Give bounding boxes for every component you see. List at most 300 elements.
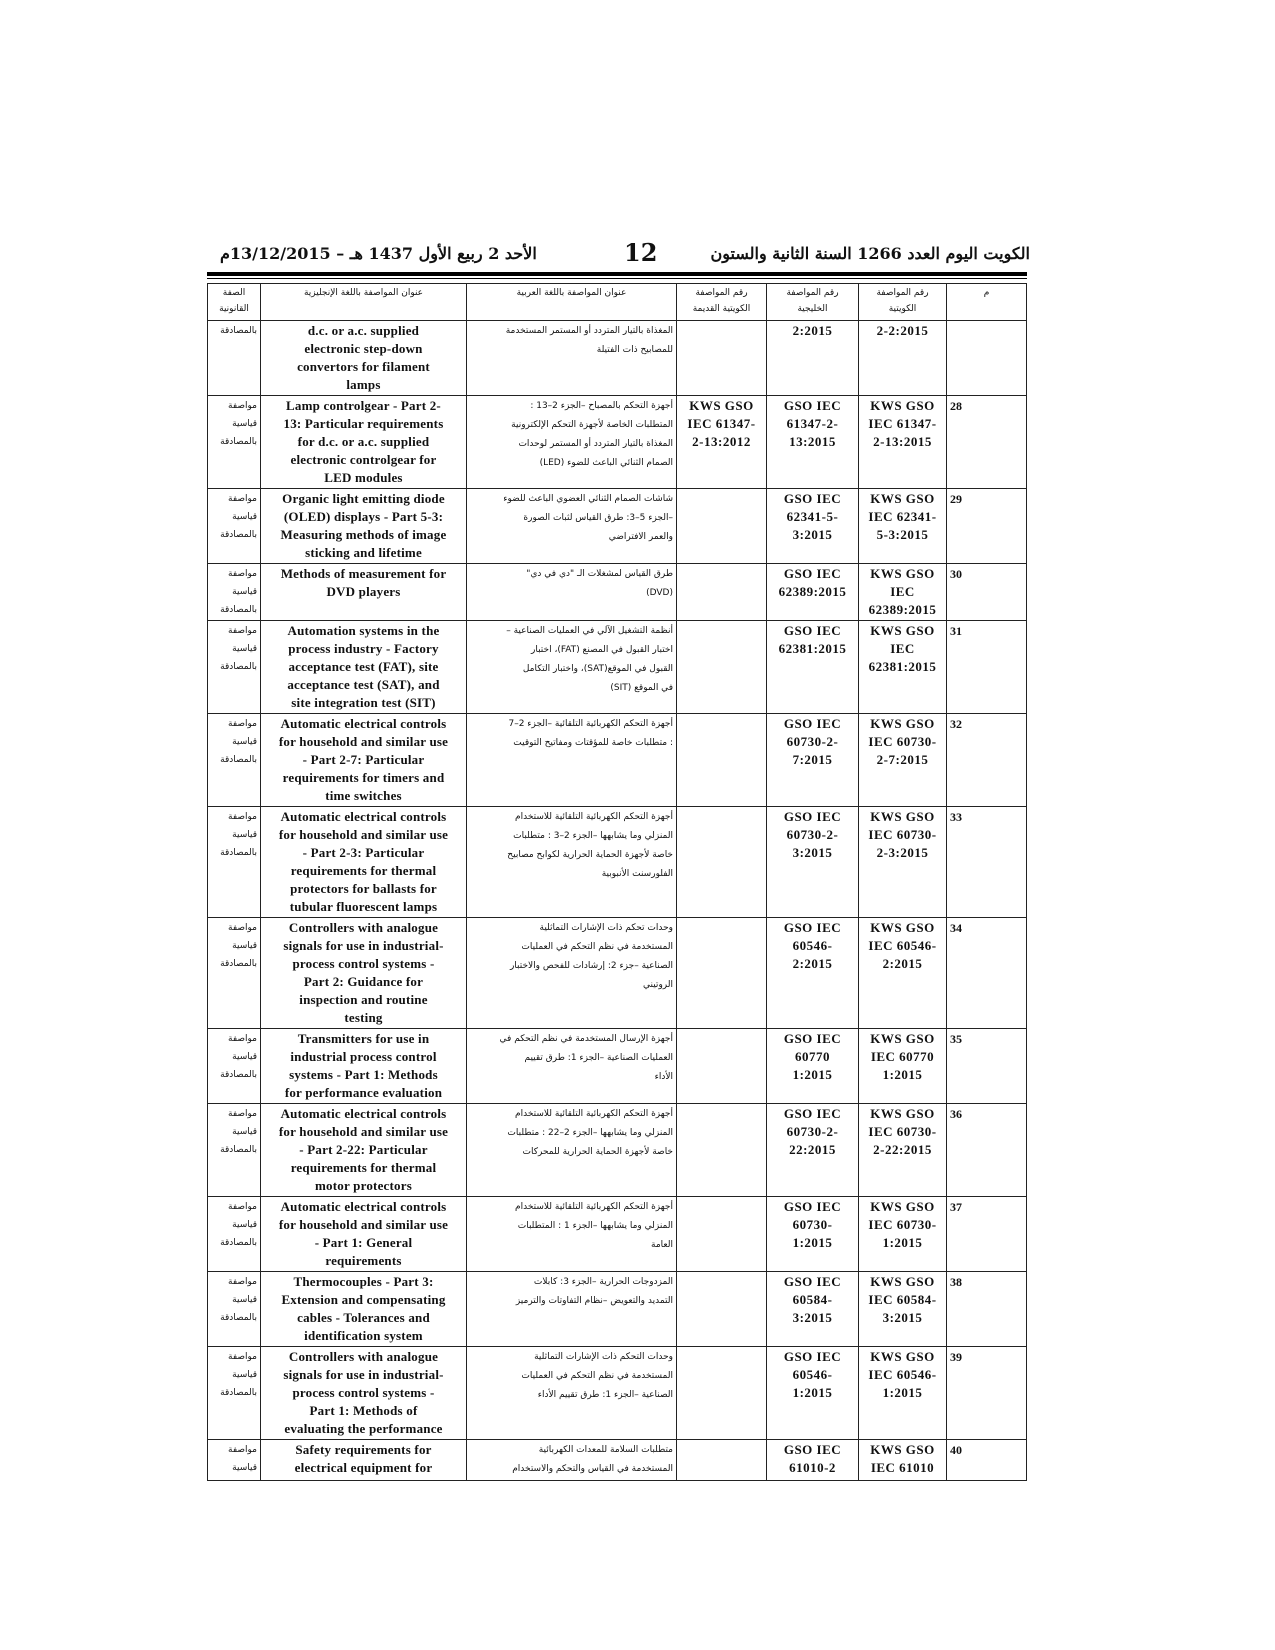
kws-number-cell: [859, 396, 947, 489]
serial-cell: 29: [947, 489, 1027, 564]
legal-status-cell: [208, 396, 261, 489]
cell-line: بالمصادقة: [220, 662, 257, 672]
cell-line: 62389:2015: [778, 584, 847, 599]
cell-line: 3:2015: [792, 527, 833, 542]
cell-line: 60730-2-: [786, 827, 839, 842]
legal-status-cell: [208, 1272, 261, 1347]
cell-line: قياسية: [232, 587, 257, 597]
old-kws-number-cell: [677, 1197, 767, 1272]
cell-line: 1:2015: [792, 1235, 833, 1250]
cell-line: process control systems -: [292, 956, 435, 971]
cell-line: 2-2:2015: [876, 323, 929, 338]
cell-line: acceptance test (FAT), site: [288, 659, 439, 674]
gulf-number-cell: [767, 564, 859, 621]
cell-line: KWS GSO: [870, 1442, 935, 1457]
cell-line: requirements: [325, 1253, 402, 1268]
old-kws-number-cell: [677, 621, 767, 714]
cell-line: KWS GSO: [870, 1199, 935, 1214]
old-kws-number-cell: [677, 1029, 767, 1104]
cell-line: 2-22:2015: [873, 1142, 932, 1157]
cell-line: Organic light emitting diode: [282, 491, 445, 506]
kws-number-cell: [859, 1347, 947, 1440]
kws-number-cell: [859, 621, 947, 714]
header-rule-thick: [207, 272, 1027, 276]
cell-line: evaluating the performance: [284, 1421, 443, 1436]
kws-number-cell: [859, 1104, 947, 1197]
english-title-cell: [261, 1347, 467, 1440]
cell-line: أجهزة التحكم الكهربائية التلقائية للاستخدام: [515, 1109, 673, 1119]
cell-line: مواصفة: [228, 1109, 257, 1119]
cell-line: قياسية: [232, 419, 257, 429]
cell-line: قياسية: [232, 1463, 257, 1473]
cell-line: بالمصادقة: [220, 530, 257, 540]
old-kws-number-cell: [677, 489, 767, 564]
header-issue: الكويت اليوم العدد 1266 السنة الثانية والستون: [710, 244, 1030, 263]
cell-line: بالمصادقة: [220, 1070, 257, 1080]
cell-line: أجهزة التحكم بالمصباح –الجزء 2–13 :: [530, 401, 673, 411]
table-row: [208, 489, 1027, 564]
gulf-number-cell: [767, 1197, 859, 1272]
cell-line: Extension and compensating: [281, 1292, 446, 1307]
gulf-number-cell: [767, 1347, 859, 1440]
kws-number-cell: [859, 564, 947, 621]
cell-line: 60546-: [792, 938, 833, 953]
cell-line: - Part 2-7: Particular: [302, 752, 425, 767]
cell-line: IEC 60730-: [868, 827, 937, 842]
serial-cell: 31: [947, 621, 1027, 714]
cell-line: مواصفة: [228, 1034, 257, 1044]
legal-status-cell: [208, 918, 261, 1029]
cell-line: KWS GSO: [870, 809, 935, 824]
cell-line: الأداء: [654, 1072, 673, 1082]
cell-line: d.c. or a.c. supplied: [307, 323, 420, 338]
arabic-title-cell: [467, 396, 677, 489]
cell-line: electrical equipment for: [294, 1460, 433, 1475]
cell-line: industrial process control: [290, 1049, 437, 1064]
cell-line: المستخدمة في نظم التحكم في العمليات: [521, 942, 673, 952]
cell-line: المتطلبات الخاصة لأجهزة التحكم الإلكترونية: [511, 420, 673, 430]
cell-line: site integration test (SIT): [291, 695, 436, 710]
cell-line: GSO IEC: [783, 1274, 842, 1289]
gulf-number-cell: [767, 1440, 859, 1481]
cell-line: KWS GSO: [689, 398, 754, 413]
arabic-title-cell: [467, 321, 677, 396]
old-kws-number-cell: [677, 321, 767, 396]
gulf-number-cell: [767, 714, 859, 807]
table-row: [208, 1440, 1027, 1481]
cell-line: مواصفة: [228, 1352, 257, 1362]
english-title-cell: [261, 1440, 467, 1481]
english-title-cell: [261, 714, 467, 807]
english-title-cell: [261, 1272, 467, 1347]
cell-line: الصناعية –الجزء 1: طرق تقييم الأداء: [537, 1390, 673, 1400]
serial-cell: 28: [947, 396, 1027, 489]
cell-line: 2:2015: [792, 323, 833, 338]
cell-line: GSO IEC: [783, 1442, 842, 1457]
cell-line: sticking and lifetime: [305, 545, 422, 560]
cell-line: قياسية: [232, 1127, 257, 1137]
cell-line: IEC 60546-: [868, 1367, 937, 1382]
cell-line: 60730-: [792, 1217, 833, 1232]
legal-status-cell: [208, 489, 261, 564]
cell-line: IEC 61010: [870, 1460, 935, 1475]
cell-line: KWS GSO: [870, 920, 935, 935]
col-legal-status: الصفة القانونية: [208, 284, 261, 321]
cell-line: بالمصادقة: [220, 605, 257, 615]
cell-line: GSO IEC: [783, 566, 842, 581]
cell-line: أجهزة التحكم الكهربائية التلقائية –الجزء 2–7: [508, 719, 673, 729]
cell-line: for household and similar use: [278, 1124, 449, 1139]
cell-line: KWS GSO: [870, 566, 935, 581]
cell-line: 3:2015: [792, 845, 833, 860]
cell-line: مواصفة: [228, 1277, 257, 1287]
cell-line: القبول في الموقع(SAT)، واختبار التكامل: [522, 664, 673, 674]
table-row: [208, 1347, 1027, 1440]
arabic-title-cell: [467, 918, 677, 1029]
cell-line: IEC 61347-: [868, 416, 937, 431]
cell-line: GSO IEC: [783, 1106, 842, 1121]
cell-line: بالمصادقة: [220, 1238, 257, 1248]
cell-line: Automation systems in the: [287, 623, 440, 638]
cell-line: بالمصادقة: [220, 1313, 257, 1323]
cell-line: 62389:2015: [868, 602, 937, 617]
english-title-cell: [261, 489, 467, 564]
kws-number-cell: [859, 918, 947, 1029]
cell-line: أنظمة التشغيل الآلي في العمليات الصناعية –: [506, 626, 673, 636]
cell-line: - Part 1: General: [314, 1235, 413, 1250]
serial-cell: 38: [947, 1272, 1027, 1347]
cell-line: قياسية: [232, 1220, 257, 1230]
arabic-title-cell: [467, 1347, 677, 1440]
cell-line: Automatic electrical controls: [280, 809, 447, 824]
cell-line: cables - Tolerances and: [297, 1310, 430, 1325]
cell-line: قياسية: [232, 737, 257, 747]
arabic-title-cell: [467, 489, 677, 564]
cell-line: Thermocouples - Part 3:: [293, 1274, 434, 1289]
cell-line: أجهزة التحكم الكهربائية التلقائية للاستخدام: [515, 1202, 673, 1212]
cell-line: LED modules: [324, 470, 403, 485]
cell-line: Part 1: Methods of: [309, 1403, 418, 1418]
cell-line: protectors for ballasts for: [290, 881, 437, 896]
cell-line: (OLED) displays - Part 5-3:: [283, 509, 444, 524]
cell-line: - Part 2-22: Particular: [299, 1142, 428, 1157]
cell-line: 1:2015: [792, 1385, 833, 1400]
cell-line: اختبار القبول في المصنع (FAT)، اختبار: [531, 645, 673, 655]
cell-line: Automatic electrical controls: [280, 716, 447, 731]
table-row: [208, 396, 1027, 489]
cell-line: 1:2015: [882, 1067, 923, 1082]
english-title-cell: [261, 807, 467, 918]
arabic-title-cell: [467, 1440, 677, 1481]
cell-line: 3:2015: [792, 1310, 833, 1325]
table-row: [208, 564, 1027, 621]
cell-line: testing: [344, 1010, 383, 1025]
cell-line: المستخدمة في نظم التحكم في العمليات: [521, 1371, 673, 1381]
cell-line: 2-13:2015: [873, 434, 932, 449]
kws-number-cell: [859, 1029, 947, 1104]
cell-line: for d.c. or a.c. supplied: [297, 434, 430, 449]
serial-cell: 34: [947, 918, 1027, 1029]
cell-line: 62381:2015: [868, 659, 937, 674]
cell-line: electronic step-down: [304, 341, 423, 356]
cell-line: convertors for filament: [297, 359, 430, 374]
cell-line: التمديد والتعويض –نظام التفاوتات والترميز: [515, 1296, 673, 1306]
cell-line: for performance evaluation: [284, 1085, 443, 1100]
cell-line: systems - Part 1: Methods: [289, 1067, 438, 1082]
cell-line: أجهزة التحكم الكهربائية التلقائية للاستخدام: [515, 812, 673, 822]
cell-line: المستخدمة في القياس والتحكم والاستخدام: [512, 1464, 673, 1474]
legal-status-cell: [208, 807, 261, 918]
col-kws: رقم المواصفة الكويتية: [859, 284, 947, 321]
serial-cell: 33: [947, 807, 1027, 918]
cell-line: (DVD): [646, 588, 673, 598]
cell-line: KWS GSO: [870, 623, 935, 638]
kws-number-cell: [859, 489, 947, 564]
old-kws-number-cell: [677, 564, 767, 621]
cell-line: مواصفة: [228, 812, 257, 822]
header-rule-thin: [207, 278, 1027, 279]
cell-line: - Part 2-3: Particular: [302, 845, 425, 860]
table-row: [208, 1197, 1027, 1272]
cell-line: Transmitters for use in: [297, 1031, 430, 1046]
cell-line: electronic controlgear for: [290, 452, 437, 467]
cell-line: 2-3:2015: [876, 845, 929, 860]
cell-line: KWS GSO: [870, 491, 935, 506]
old-kws-number-cell: [677, 918, 767, 1029]
cell-line: Safety requirements for: [295, 1442, 432, 1457]
cell-line: process industry - Factory: [288, 641, 439, 656]
english-title-cell: [261, 396, 467, 489]
cell-line: مواصفة: [228, 626, 257, 636]
cell-line: 1:2015: [882, 1235, 923, 1250]
cell-line: GSO IEC: [783, 398, 842, 413]
serial-cell: 30: [947, 564, 1027, 621]
cell-line: Controllers with analogue: [288, 1349, 439, 1364]
cell-line: requirements for thermal: [290, 863, 437, 878]
arabic-title-cell: [467, 714, 677, 807]
cell-line: المغذاة بالتيار المتردد أو المستمر لوحدات: [518, 439, 673, 449]
cell-line: GSO IEC: [783, 1031, 842, 1046]
cell-line: وحدات تحكم ذات الإشارات التماثلية: [539, 923, 673, 933]
table-row: [208, 621, 1027, 714]
page-header: [204, 240, 1030, 268]
cell-line: for household and similar use: [278, 1217, 449, 1232]
cell-line: DVD players: [326, 584, 401, 599]
legal-status-cell: [208, 1104, 261, 1197]
cell-line: 1:2015: [792, 1067, 833, 1082]
kws-number-cell: [859, 1197, 947, 1272]
legal-status-cell: [208, 321, 261, 396]
serial-cell: [947, 321, 1027, 396]
gulf-number-cell: [767, 1104, 859, 1197]
cell-line: خاصة لأجهزة الحماية الحرارية لكوابح مصابيح: [507, 850, 673, 860]
legal-status-cell: [208, 1197, 261, 1272]
cell-line: 60730-2-: [786, 734, 839, 749]
old-kws-number-cell: [677, 1347, 767, 1440]
cell-line: 13: Particular requirements: [283, 416, 444, 431]
cell-line: 60546-: [792, 1367, 833, 1382]
gulf-number-cell: [767, 489, 859, 564]
cell-line: 2-13:2012: [692, 434, 751, 449]
cell-line: قياسية: [232, 1295, 257, 1305]
cell-line: requirements for thermal: [290, 1160, 437, 1175]
arabic-title-cell: [467, 807, 677, 918]
kws-number-cell: [859, 807, 947, 918]
cell-line: 3:2015: [882, 1310, 923, 1325]
cell-line: مواصفة: [228, 569, 257, 579]
arabic-title-cell: [467, 621, 677, 714]
cell-line: والعمر الافتراضي: [608, 532, 673, 542]
cell-line: for household and similar use: [278, 827, 449, 842]
cell-line: قياسية: [232, 1052, 257, 1062]
cell-line: GSO IEC: [783, 623, 842, 638]
gulf-number-cell: [767, 918, 859, 1029]
cell-line: بالمصادقة: [220, 1388, 257, 1398]
cell-line: المنزلي وما يشابهها –الجزء 2–22 : متطلبات: [507, 1128, 673, 1138]
cell-line: قياسية: [232, 512, 257, 522]
col-serial: م: [947, 284, 1027, 321]
old-kws-number-cell: [677, 1440, 767, 1481]
cell-line: for household and similar use: [278, 734, 449, 749]
gulf-number-cell: [767, 1272, 859, 1347]
table-row: [208, 1029, 1027, 1104]
legal-status-cell: [208, 714, 261, 807]
header-date: الأحد 2 ربيع الأول 1437 هـ – 13/12/2015م: [220, 244, 537, 263]
cell-line: قياسية: [232, 1370, 257, 1380]
col-old-kws: رقم المواصفة الكويتية القديمة: [677, 284, 767, 321]
table-row: [208, 807, 1027, 918]
old-kws-number-cell: [677, 807, 767, 918]
arabic-title-cell: [467, 1029, 677, 1104]
cell-line: process control systems -: [292, 1385, 435, 1400]
table-row: [208, 1272, 1027, 1347]
serial-cell: 32: [947, 714, 1027, 807]
kws-number-cell: [859, 1272, 947, 1347]
serial-cell: 36: [947, 1104, 1027, 1197]
cell-line: 13:2015: [789, 434, 836, 449]
cell-line: Controllers with analogue: [288, 920, 439, 935]
cell-line: للمصابيح ذات الفتيلة: [596, 345, 673, 355]
cell-line: KWS GSO: [870, 398, 935, 413]
cell-line: طرق القياس لمشغلات الـ "دي في دي": [526, 569, 673, 579]
cell-line: العمليات الصناعية –الجزء 1: طرق تقييم: [524, 1053, 673, 1063]
cell-line: lamps: [346, 377, 381, 392]
col-gulf: رقم المواصفة الخليجية: [767, 284, 859, 321]
cell-line: IEC 60730-: [868, 734, 937, 749]
cell-line: الروتيني: [643, 980, 673, 990]
gulf-number-cell: [767, 396, 859, 489]
kws-number-cell: [859, 714, 947, 807]
cell-line: 60584-: [792, 1292, 833, 1307]
cell-line: شاشات الصمام الثنائي العضوي الباعث للضوء: [503, 494, 673, 504]
cell-line: مواصفة: [228, 401, 257, 411]
cell-line: GSO IEC: [783, 1349, 842, 1364]
english-title-cell: [261, 918, 467, 1029]
kws-number-cell: [859, 1440, 947, 1481]
cell-line: Automatic electrical controls: [280, 1106, 447, 1121]
gulf-number-cell: [767, 1029, 859, 1104]
old-kws-number-cell: [677, 1104, 767, 1197]
english-title-cell: [261, 1104, 467, 1197]
cell-line: IEC 60584-: [868, 1292, 937, 1307]
cell-line: 60730-2-: [786, 1124, 839, 1139]
cell-line: inspection and routine: [299, 992, 428, 1007]
arabic-title-cell: [467, 1104, 677, 1197]
legal-status-cell: [208, 564, 261, 621]
cell-line: المنزلي وما يشابهها –الجزء 1 : المتطلبات: [517, 1221, 673, 1231]
cell-line: Methods of measurement for: [280, 566, 447, 581]
cell-line: Automatic electrical controls: [280, 1199, 447, 1214]
cell-line: IEC 60730-: [868, 1124, 937, 1139]
serial-cell: 40: [947, 1440, 1027, 1481]
english-title-cell: [261, 1029, 467, 1104]
cell-line: KWS GSO: [870, 1031, 935, 1046]
gulf-number-cell: [767, 621, 859, 714]
cell-line: IEC 62341-: [868, 509, 937, 524]
english-title-cell: [261, 1197, 467, 1272]
arabic-title-cell: [467, 1197, 677, 1272]
cell-line: KWS GSO: [870, 1106, 935, 1121]
cell-line: Measuring methods of image: [280, 527, 447, 542]
col-arabic-title: عنوان المواصفة باللغة العربية: [467, 284, 677, 321]
cell-line: tubular fluorescent lamps: [289, 899, 438, 914]
cell-line: GSO IEC: [783, 716, 842, 731]
gulf-number-cell: [767, 807, 859, 918]
cell-line: أجهزة الإرسال المستخدمة في نظم التحكم في: [499, 1034, 673, 1044]
arabic-title-cell: [467, 564, 677, 621]
arabic-title-cell: [467, 1272, 677, 1347]
cell-line: قياسية: [232, 830, 257, 840]
cell-line: 62381:2015: [778, 641, 847, 656]
cell-line: متطلبات السلامة للمعدات الكهربائية: [538, 1445, 673, 1455]
table-row: [208, 1104, 1027, 1197]
cell-line: signals for use in industrial-: [283, 1367, 444, 1382]
cell-line: بالمصادقة: [220, 755, 257, 765]
cell-line: IEC 60770: [870, 1049, 935, 1064]
english-title-cell: [261, 621, 467, 714]
old-kws-number-cell: [677, 396, 767, 489]
cell-line: بالمصادقة: [220, 437, 257, 447]
cell-line: 5-3:2015: [876, 527, 929, 542]
english-title-cell: [261, 564, 467, 621]
serial-cell: 39: [947, 1347, 1027, 1440]
cell-line: المغذاة بالتيار المتردد أو المستمر المستخدمة: [505, 326, 673, 336]
cell-line: قياسية: [232, 644, 257, 654]
cell-line: العامة: [651, 1240, 673, 1250]
old-kws-number-cell: [677, 1272, 767, 1347]
cell-line: خاصة لأجهزة الحماية الحرارية للمحركات: [522, 1147, 673, 1157]
cell-line: GSO IEC: [783, 1199, 842, 1214]
cell-line: motor protectors: [315, 1178, 412, 1193]
cell-line: GSO IEC: [783, 809, 842, 824]
cell-line: IEC 60546-: [868, 938, 937, 953]
col-english-title: عنوان المواصفة باللغة الإنجليزية: [261, 284, 467, 321]
cell-line: –الجزء 5–3: طرق القياس لثبات الصورة: [523, 513, 673, 523]
kws-number-cell: [859, 321, 947, 396]
cell-line: IEC: [890, 584, 915, 599]
cell-line: 2:2015: [792, 956, 833, 971]
cell-line: 2:2015: [882, 956, 923, 971]
cell-line: 2-7:2015: [876, 752, 929, 767]
cell-line: IEC: [890, 641, 915, 656]
legal-status-cell: [208, 1347, 261, 1440]
cell-line: IEC 60730-: [868, 1217, 937, 1232]
cell-line: identification system: [304, 1328, 423, 1343]
table-row: [208, 714, 1027, 807]
cell-line: 7:2015: [792, 752, 833, 767]
cell-line: 61010-2: [789, 1460, 836, 1475]
cell-line: acceptance test (SAT), and: [287, 677, 440, 692]
